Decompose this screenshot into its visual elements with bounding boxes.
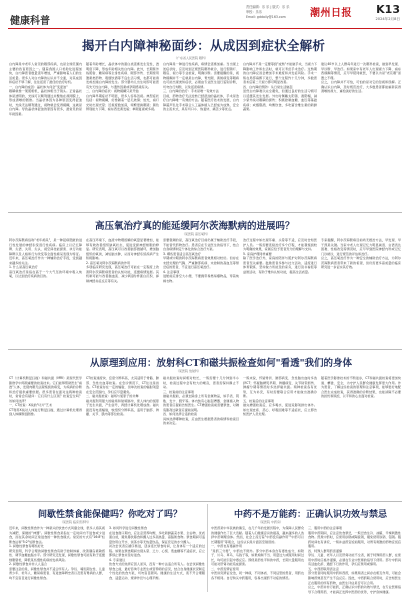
section-divider [8,501,402,502]
article2-column-4: 治疗过程中如出现耳痛、头晕等不适，应及时告知医护人员。一般需要连续治疗多个疗程，才能观察到较为明确的效果，家属应给予患者充分的理解与支持。 5. 家庭护理同样重要 除了医学治疗外，家庭的陪伴与照护对阿尔茨海默病患者至关重要。鼓励患者多参与社交活动、适度进行体育锻炼、坚持做力所能及的家务，进行读书看报等益智活动，有助于维持认知功能，提高生活质量。 [243,238,317,274]
article3-column-2: CT检查速度快、密度分辨率高，尤其适用于骨骼、肺部、急性出血等检查。在急诊情况下，CT往往是首选。CT检查存在一定的辐射，但单次检查的辐射剂量在安全范围内，孕妇应尽量避免。 二、磁共振检查：磁场与氢原子的共舞 磁共振利用强大的磁场和射频脉冲，使人体内的氢原子发生共振，产生信号，再经计算机处理成像。磁共振没有电离辐射，软组织分辨率高，适用于脑部、脊髓、关节、肌肉等部位检查。 [86,376,159,417]
article1-column-5: 建议40岁以上人群每年进行一次眼科检查，做到早发现、早诊断、早治疗。如果家中有老年人出现视力下降、看东西模糊等情况，应尽早陪同就医，不要以为是"老花眼"而置之不理。 总之，白内障并不可怕，可怕的是对它的忽视和误解。正确认识白内障，及时规范治疗，大多数患者都能重新获得清晰的视力，重拾美好的生活。 [321,62,401,94]
article1-column-2: 随着年龄增长，晶状体中的蛋白质逐渐发生变性，透明度下降，形成年龄相关性白内障。此外，长期紫外线照射、糖尿病等全身性疾病、眼部外伤、长期使用激素类药物、吸烟饮酒等不良生活习惯，也都可能诱发或加速白内障的发生。部分婴幼儿出生时即可能患有先天性白内障，与遗传因素或孕期感染有关。 二、白内障的症状：视物模糊只是开始 白内障早期症状不明显，很多人容易忽视。典型症状包括：视物模糊，好像隔着一层毛玻璃；怕光，看灯光时出现光晕；近视度数加深，频繁更换眼镜；颜色辨别能力下降，看东西发黄发暗；单眼复视或多视。 [86,62,159,112]
article1-column-4: 白内障并不是一定要等到"成熟"才能做手术，当视力下降影响工作和生活时，就可以考虑手术治疗。过熟期的白内障反而会增加手术难度和并发症风险。手术一般在局部麻醉下进行，整个过程约十几分钟，多数患者术后第二天视力即可明显改善。 四、白内障的预防：从日常生活做起 虽然白内障难以完全避免，但通过良好的生活习惯可以延缓其发生发展。外出时佩戴太阳镜、遮阳帽，减少紫外线对眼睛的损伤；积极控制血糖、血压等基础疾病；戒烟限酒，均衡饮食，多吃富含维生素的新鲜蔬果。 [243,62,318,112]
article2-column-5: 专家提醒，阿尔茨海默病目前尚无根治方法，早发现、早干预是关键。当家中老人出现记忆力明显减退、言语表达困难、性格改变等情况时，应尽早到医院神经内科或记忆门诊就诊，进行规范的评估和治疗。 总之，高压氧治疗作为一种安全的辅助治疗方法，为阿尔茨海默病患者带来了新的希望，但仍需更多高质量的临床研究进一步证实其疗效。 [321,238,401,270]
article1-column-3: 白内障是一种进行性疾病，病情会逐渐加重。当出现上述症状时，应及时到正规医院眼科就诊，进行裂隙灯、眼底、视力等专业检查，明确诊断。需要提醒的是，视物模糊并不一定就是白内障，青光眼、黄斑病变等眼病也可能出现类似症状，必须由专业医生进行鉴别诊断，切勿自行判断，以免延误病情。 三、白内障的治疗：手术是唯一有效方法 目前，药物治疗无法逆转已经混浊的晶状体，手术是治疗白内障唯一有效的方法。随着医疗技术的发展，白内障超声乳化手术联合人工晶体植入已经成为成熟、安全的主流术式，具有切口小、恢复快、痛苦少等优点。 [163,62,239,112]
newspaper-logo: 潮州日报 [310,8,352,19]
article3-column-4: 一般来说，怀疑骨折、肺部病变、急性脑出血时多选择CT；怀疑脑梗死早期、脊髓病变、关节韧带损伤、肿瘤分期等情况时多选择磁共振。两种检查各有优势，互为补充，有时需要联合应用才能做出准确诊断。 五、检查后的注意事项 做完增强检查后，应多喝水，促进造影剂排出体外。如出现皮疹、恶心、呼吸困难等不适症状，应立即告知医护人员处理。 [243,376,317,417]
page-number: K13 [376,3,400,16]
article3-byline: （某医院 放射科） [176,369,201,373]
article5-column-1: 中医药是中华民族的瑰宝，在几千年的发展历程中，为保障人民群众的健康作出了巨大贡献。随着人们健康意识的提高，越来越多的人选择中药调理身体。然而，社会上流行着"中药没有副作用""中药可以长期服用"等观念，这些认识是片面甚至错误的。 一、中药也有毒副作用 "是药三分毒"，中药也不例外。部分中药本身含有毒性成分，如附子、川乌、草乌、马钱子等，如果炮制不当、用量过大或服用时间过长，均可能引起中毒反应。即使是药性平和的中药，长期大量服用也可能对肝肾功能造成损害。 二、中药需辨证使用 中医讲究辨证论治，同一种病，不同体质、不同证型的患者，用药也各不相同。自行购买中药服用，容易出现药不对症的情况。 [211,526,304,581]
editor-info: 责任编辑：乐 乐 | 版式：乐 乐 审校：乐乐 Email: gddaily@163.com [246,5,290,19]
article1-byline: （广东省人民医院 眼科） [174,56,208,60]
article3-title: 从原理到应用：放射科CT和磁共振检查如何"看透"我们的身体 [90,358,353,369]
article4-byline: （某医院 临床营养科） [60,520,91,524]
column-divider [207,504,208,592]
article4-title: 间歇性禁食能保健吗？你吃对了吗？ [38,510,183,520]
article2-title: 高压氧治疗真的能延缓阿尔茨海默病的进展吗？ [95,221,295,232]
article3-column-3: 磁共振检查时间相对较长，一般需要十几分钟到半小时，检查过程中会有较大的噪音，患者需保持静止不动。 三、检查前的注意事项 做磁共振前，必须去除身上所有金属物品，如手表、钥匙、发卡、假牙等。体内装有心脏起搏器、金属植入物的患者应提前告知医生。CT增强检查前需要禁食，对碘造影剂过敏者应提前说明。 四、如何选择合适的检查 具体选择哪种检查，应由医生根据患者的病情和检查目的来决定。 [163,376,239,426]
article5-byline: （某医院 中药房） [258,520,283,524]
article3-column-5: 随着医学影像技术的不断进步，CT和磁共振检查将更加快速、精准、安全，为守护人民群众健康发挥更大作用。作为患者，了解这些检查的原理和注意事项，能够更好地配合医生完成检查，获得准确的诊断结果，也能消除不必要的担忧和顾虑，以平和的心态面对检查。 [321,376,401,399]
article5-column-2: 三、服用中药的注意事项 服用中药期间，应注意饮食禁忌，一般忌食生冷、油腻、辛辣刺激性食物。煎煮中药时，应使用砂锅或陶瓷锅，避免使用铁锅、铝锅。服药时间也有讲究，一般补益药宜饭前服用，对胃有刺激的药物宜饭后服用。 四、特殊人群用药需谨慎 孕妇、儿童、老年人以及肝肾功能不全者，属于特殊用药人群，在使用中药时应格外谨慎，必须在专业中医师的指导下使用。部分中药具有活血化瘀、通经下行的作用，孕妇应禁用或慎用。 五、中西药联用需注意 部分患者同时服用中药和西药，如果两者之间存在相互作用，可能会影响药效甚至产生不良反应。因此，中西药联合使用时，应告知医生正在服用的所有药物，由医生评估是否可以合用。 总之，中药并非万能药，正确认识中药的功效与禁忌，在专业医师指导下合理用药，才能真正发挥中医药的优势，守护身体健康。 [308,526,401,594]
article3-column-1: CT（计算机断层扫描）和磁共振（MRI）是现代医学影像学中两项重要的检查技术。它们能够帮助医生"看透"人体，发现肉眼无法观察到的病变，为疾病的诊断和治疗提供重要依据。很多患者在面对这两种检查时，常常会有疑问：它们有什么区别？检查安全吗？该如何选择？ 一、CT检查：X线的"切片"艺术 CT利用X线对人体进行断层扫描，通过计算机处理得到人体横断面图像。 [9,376,82,417]
section-title: 健康科普 [10,16,50,27]
article2-column-3: 需要强调的是，高压氧治疗目前仍属于辅助治疗手段，不能替代药物治疗。患者应在专业医生的指导下，结合自身病情制定个体化的综合治疗方案。 3. 哪些患者适合高压氧治疗 早期或中期的阿尔茨海默病患者效果相对较好。但存在未经处理的气胸、严重肺部疾病、未控制的高血压等禁忌症的患者，不宜进行高压氧治疗。 4. 注意事项 进舱前应排空大小便，不要携带易燃易爆物品，穿着纯棉衣物。 [163,238,239,283]
article1-title: 揭开白内障神秘面纱：从成因到症状全解析 [82,38,326,53]
section-divider [8,349,402,350]
article1-column-1: 白内障是中老年人常见的眼部疾病，也是全球范围内主要的致盲原因之一。随着我国人口老龄化进程加快，白内障患者数量逐年增加，严重影响着人们的生活质量。很多人对白内障的认识并不全面，对其成因和症状不够了解，往往延误了最佳的治疗时机。 一、白内障的成因：晶状体为何会"变混浊" 眼睛就像一架照相机，晶状体相当于镜头。正常晶状体是透明的，光线可以顺利通过并聚焦在视网膜上，形成清晰的图像。当晶状体因为各种原因变得混浊时，光线无法顺利通过，视物就会变得模糊，这就是白内障。导致晶状体混浊的原因有很多，最常见的是年龄因素。 [9,62,82,117]
article5-title: 中药不是万能药：正确认识功效与禁忌 [234,510,388,520]
header-rule [8,28,402,29]
page-header [10,2,402,28]
article2-byline: （某医院 高压氧科） [182,232,210,236]
article2-column-2: 在高压环境下，血液中物理溶解的氧量显著增加，能够有效改善组织缺氧状态，促进受损神经细胞的修复。研究表明，高压氧可以改善脑部微循环，增加脑组织的氧供，减轻脑水肿，从而对神经系统疾病产生积极影响。 2. 高压氧对阿尔茨海默病的作用 多项临床研究发现，高压氧治疗可能在一定程度上改善阿尔茨海默病患者的认知功能，延缓病情进展。其机制可能与改善脑血流、减少β淀粉样蛋白沉积、抑制神经炎症反应等有关。 [86,238,159,283]
issue-date: 2024年2月8日 [375,17,400,21]
article4-column-1: 近年来，间歇性禁食作为一种新兴的饮食方式风靡全球，很多人将其视为减肥、保健的"神器"。间歇性禁食是指在一定时间内不进食或少进食，而在其余时间正常进食的一种饮食模式。常见的方式有"16:8"轻断食法和"5:2"轻断食法。 1. 间歇性禁食有哪些好处 研究表明，科学合理的间歇性禁食有助于控制体重、改善胰岛素敏感性、调节血糖血脂水平。部分研究还发现，间歇性禁食可能有助于延缓细胞衰老，降低某些慢性疾病的发病风险。 2. 间歇性禁食并非人人适合 需要注意的是，间歇性禁食并不适合所有人。孕妇、哺乳期女性、儿童青少年、老年人、糖尿病患者、有进食障碍史者以及患有胃病的人群，均不宜盲目进行间歇性禁食。 [9,526,105,581]
article2-column-1: 阿尔茨海默病俗称"老年痴呆"，是一种起病隐匿的进行性发展的神经系统退行性疾病。临床上以记忆障碍、失语、失用、失认、视空间技能损害、执行功能障碍以及人格和行为改变等全面性痴呆表现为特征。近年来，高压氧治疗作为一种辅助治疗手段，受到越来越多的关注。 1. 什么是高压氧治疗 高压氧治疗是指在高于一个大气压的环境中吸入纯氧，以达到治疗疾病的目的。 [9,238,82,279]
article4-column-2: 3. 如何科学进行间歇性禁食 在进食窗口期内，应注意营养均衡，多吃新鲜蔬菜水果、全谷物、优质蛋白质，避免暴饮暴食和摄入过多高热量、高脂肪食物。禁食期间可适量饮用白开水、淡茶水等无热量饮品，保证充足的水分摄入。 初次尝试者应循序渐进，逐步延长禁食时间，让身体有一个适应的过程。如果在禁食期间出现头晕、乏力、心慌、低血糖等不适症状，应立即停止禁食并及时进食。 4. 专家建议 饮食方式的选择应因人而异，没有一种方法适合所有人。在尝试间歇性禁食之前，最好咨询专业医生或营养师的意见，结合自身健康状况制定个性化的饮食方案，切勿盲目跟风。健康的生活方式，离不开合理膳食、适量运动、规律作息与心理平衡。 [109,526,205,581]
section-divider [8,212,402,213]
